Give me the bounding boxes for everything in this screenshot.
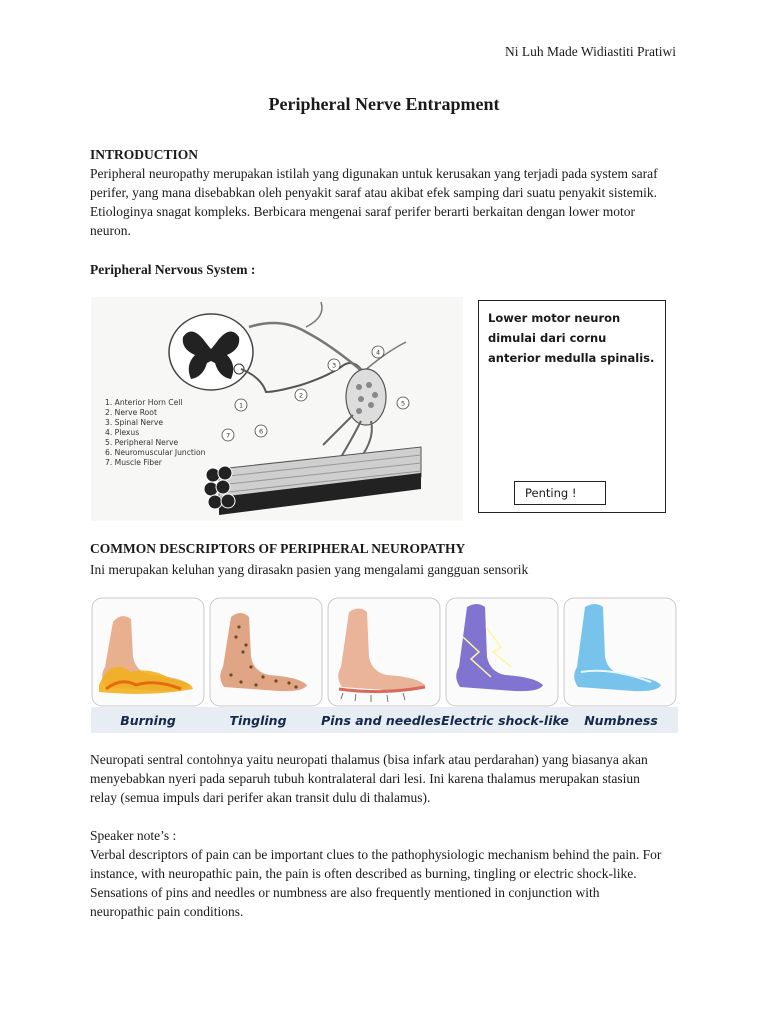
speaker-heading: Speaker note’s : (90, 828, 177, 843)
central-neuropathy-paragraph (90, 750, 690, 807)
introduction-heading: INTRODUCTION (90, 147, 199, 162)
legend-item: 2. Nerve Root (105, 408, 157, 417)
descriptor-pins-and-needles (328, 598, 440, 706)
descriptor-tingling (210, 598, 322, 706)
callout-number: 3 (332, 361, 337, 370)
descriptor-label: Tingling (229, 713, 287, 728)
descriptor-numbness (564, 598, 676, 706)
callout-number: 6 (259, 427, 264, 436)
callout-number: 4 (376, 348, 381, 357)
speaker-line: Verbal descriptors of pain can be important clues to the pathophysiologic mechanism behind the pain. For (90, 847, 662, 862)
descriptor-label: Numbness (584, 713, 658, 728)
peripheral-nervous-system-figure (91, 297, 463, 521)
note-text: Lower motor neuron dimulai dari cornu anterior medulla spinalis. (488, 311, 655, 365)
introduction-paragraph (90, 164, 690, 240)
descriptor-images (91, 597, 678, 733)
callout-number: 7 (226, 431, 231, 440)
descriptors-heading: COMMON DESCRIPTORS OF PERIPHERAL NEUROPATHY (90, 541, 466, 556)
muscle-fiber-bundle (204, 447, 421, 515)
callout-number: 2 (299, 391, 304, 400)
callout-number: 1 (239, 401, 244, 410)
legend-item: 4. Plexus (105, 428, 140, 437)
penting-badge: Penting ! (514, 481, 606, 505)
speaker-line: Sensations of pins and needles or numbness are also frequently mentioned in conjunction with (90, 885, 600, 900)
descriptor-label: Electric shock-like (441, 713, 569, 728)
speaker-note (90, 826, 690, 921)
central-line: menyebabkan nyeri pada separuh tubuh kontralateral dari lesi. Ini karena thalamus merupakan stasiun (90, 771, 640, 786)
descriptors-subtitle: Ini merupakan keluhan yang dirasakn pasien yang mengalami gangguan sensorik (90, 562, 529, 577)
legend-item: 6. Neuromuscular Junction (105, 448, 206, 457)
intro-line: Etiologinya snagat kompleks. Berbicara mengenai saraf perifer berarti berkaitan dengan lower motor (90, 204, 636, 219)
speaker-line: instance, with neuropathic pain, the pain is often described as burning, tingling or electric shock-like. (90, 866, 637, 881)
central-line: Neuropati sentral contohnya yaitu neuropati thalamus (bisa infark atau perdarahan) yang biasanya akan (90, 752, 648, 767)
author-name: Ni Luh Made Widiastiti Pratiwi (505, 44, 676, 59)
intro-line: neuron. (90, 223, 131, 238)
note-box (478, 300, 666, 513)
legend-item: 7. Muscle Fiber (105, 458, 162, 467)
descriptor-label: Burning (120, 713, 176, 728)
legend-item: 3. Spinal Nerve (105, 418, 164, 427)
page-title: Peripheral Nerve Entrapment (268, 94, 500, 114)
intro-line: perifer, yang mana disebabkan oleh penyakit saraf atau akibat efek samping dari suatu penyakit sistemik. (90, 185, 658, 200)
speaker-line: neuropathic pain conditions. (90, 904, 244, 919)
descriptor-electric-shock-like (446, 598, 558, 706)
descriptor-burning (92, 598, 204, 706)
figure-legend (105, 398, 206, 467)
legend-item: 1. Anterior Horn Cell (105, 398, 183, 407)
pns-heading: Peripheral Nervous System : (90, 262, 256, 277)
legend-item: 5. Peripheral Nerve (105, 438, 179, 447)
central-line: relay (semua impuls dari perifer akan transit dulu di thalamus). (90, 790, 431, 805)
callout-number: 5 (401, 399, 406, 408)
intro-line: Peripheral neuropathy merupakan istilah yang digunakan untuk kerusakan yang terjadi pada system saraf (90, 166, 658, 181)
descriptor-label: Pins and needles (321, 713, 441, 728)
